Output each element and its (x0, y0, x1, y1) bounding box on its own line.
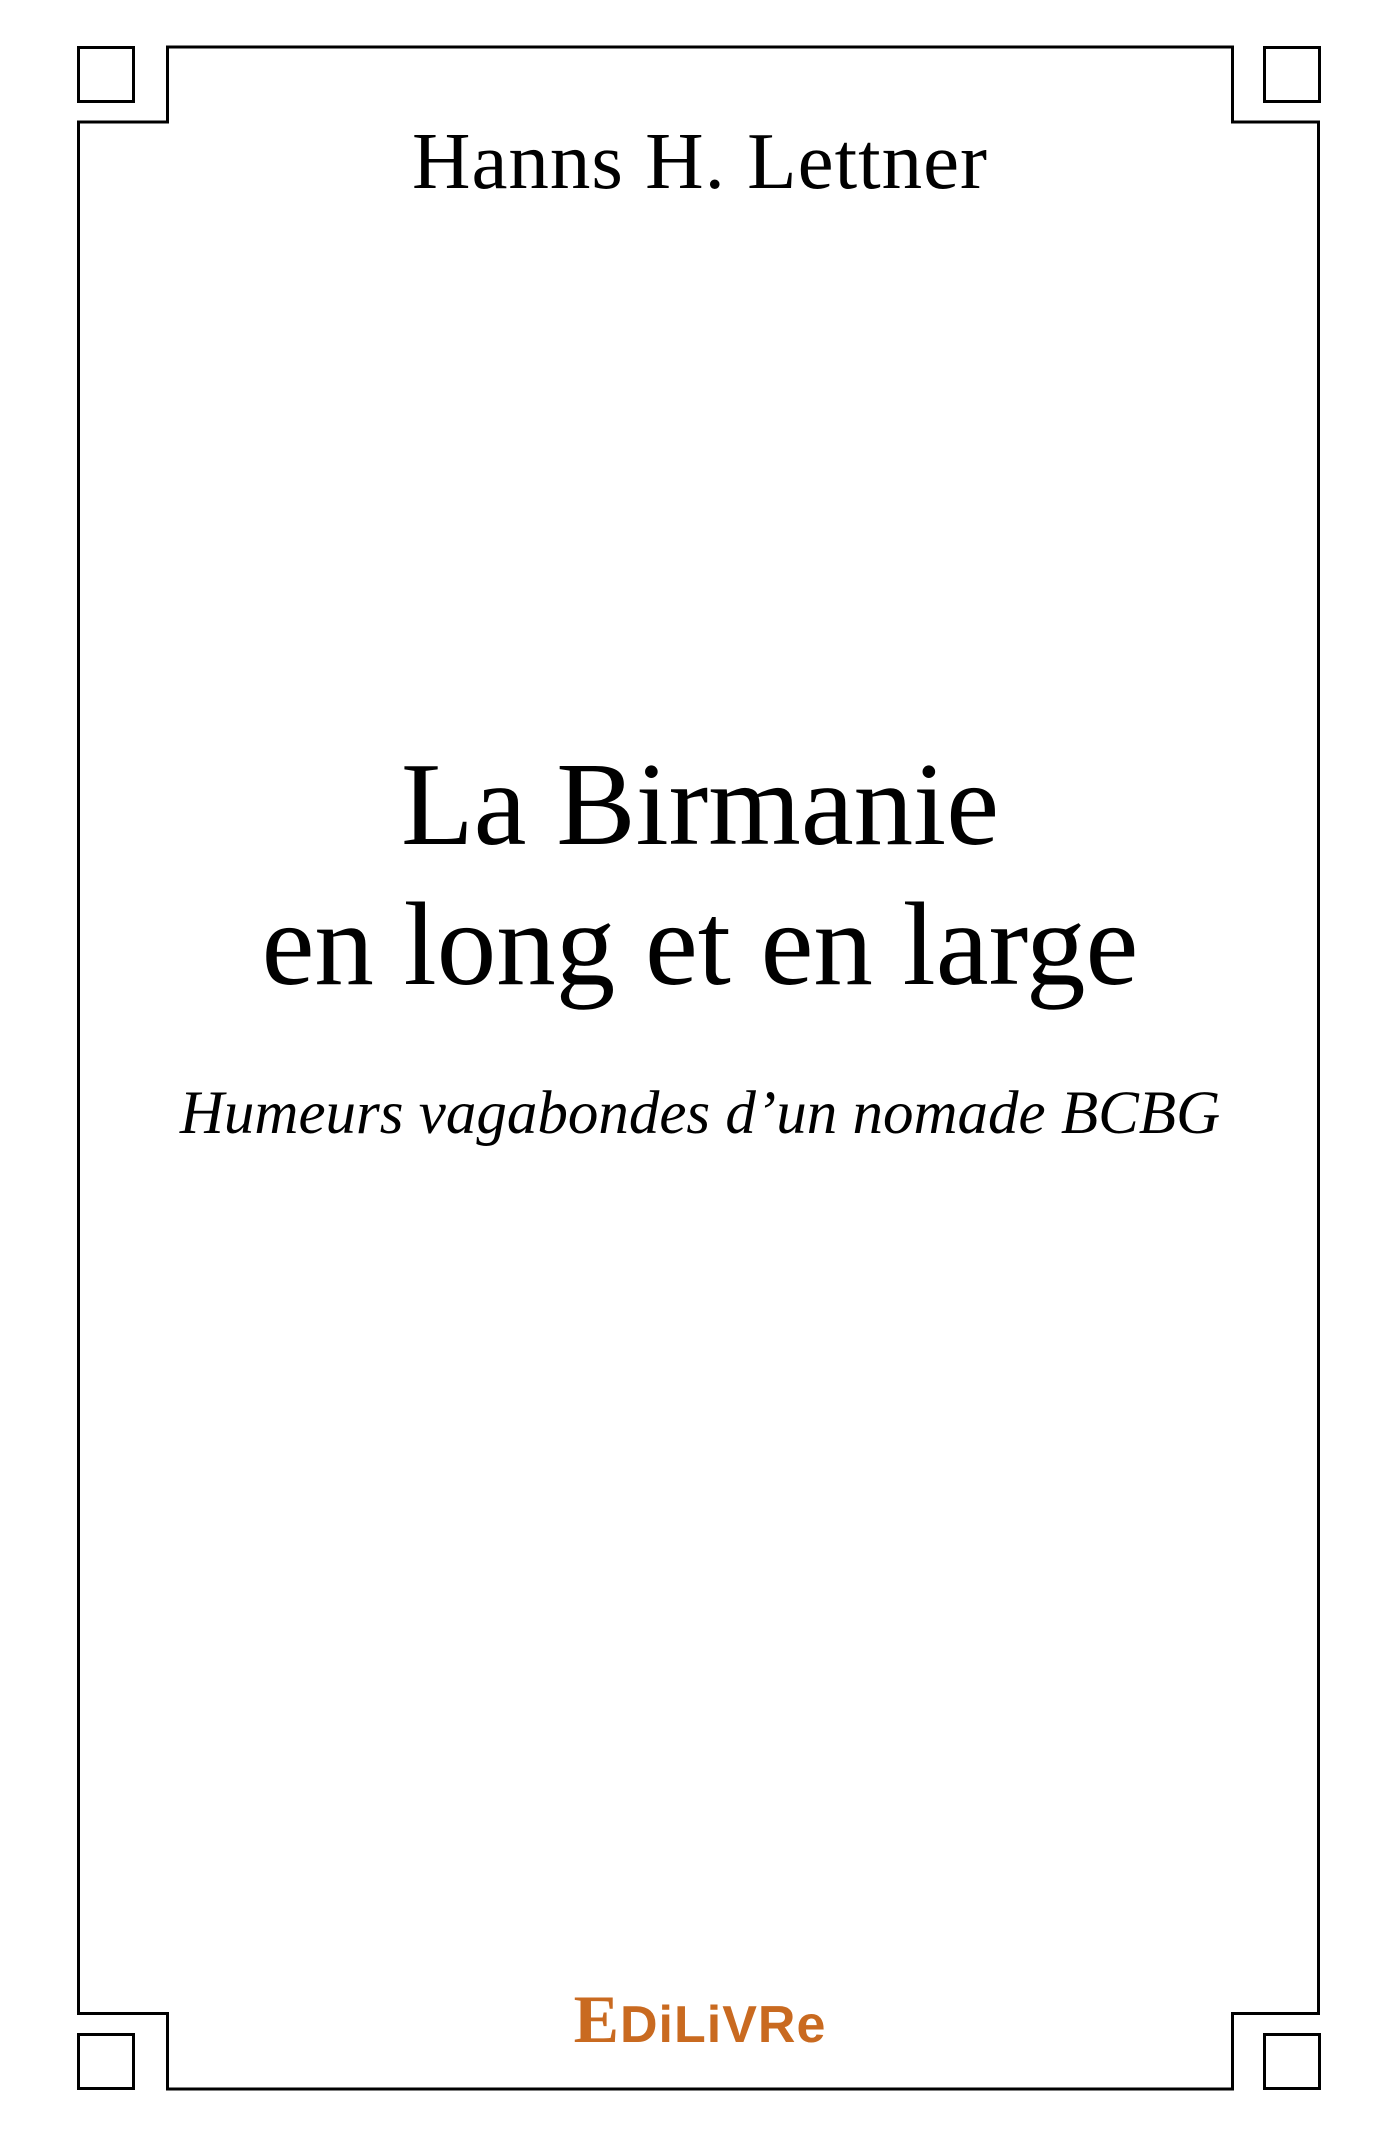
frame-border-path (79, 47, 1319, 2089)
publisher-letter-E: E (573, 1981, 620, 2057)
book-subtitle: Humeurs vagabondes d’un nomade BCBG (179, 1080, 1221, 1147)
publisher-letter-V: V (722, 1996, 758, 2054)
title-line-2: en long et en large (261, 878, 1139, 1010)
author-name: Hanns H. Lettner (411, 116, 989, 206)
publisher-letter-R: R (757, 1996, 797, 2054)
title-line-1: La Birmanie (400, 738, 1000, 870)
publisher-letter-i2: i (706, 1996, 723, 2054)
publisher-logo (0, 1981, 1400, 2072)
publisher-letter-i1: i (658, 1996, 674, 2054)
corner-square-top-left (79, 48, 134, 102)
publisher-letter-D: D (619, 1996, 659, 2054)
corner-square-top-right (1265, 48, 1320, 102)
book-title (0, 734, 1400, 1014)
publisher-letter-L: L (673, 1996, 707, 2054)
publisher-letter-e: e (796, 1996, 827, 2054)
